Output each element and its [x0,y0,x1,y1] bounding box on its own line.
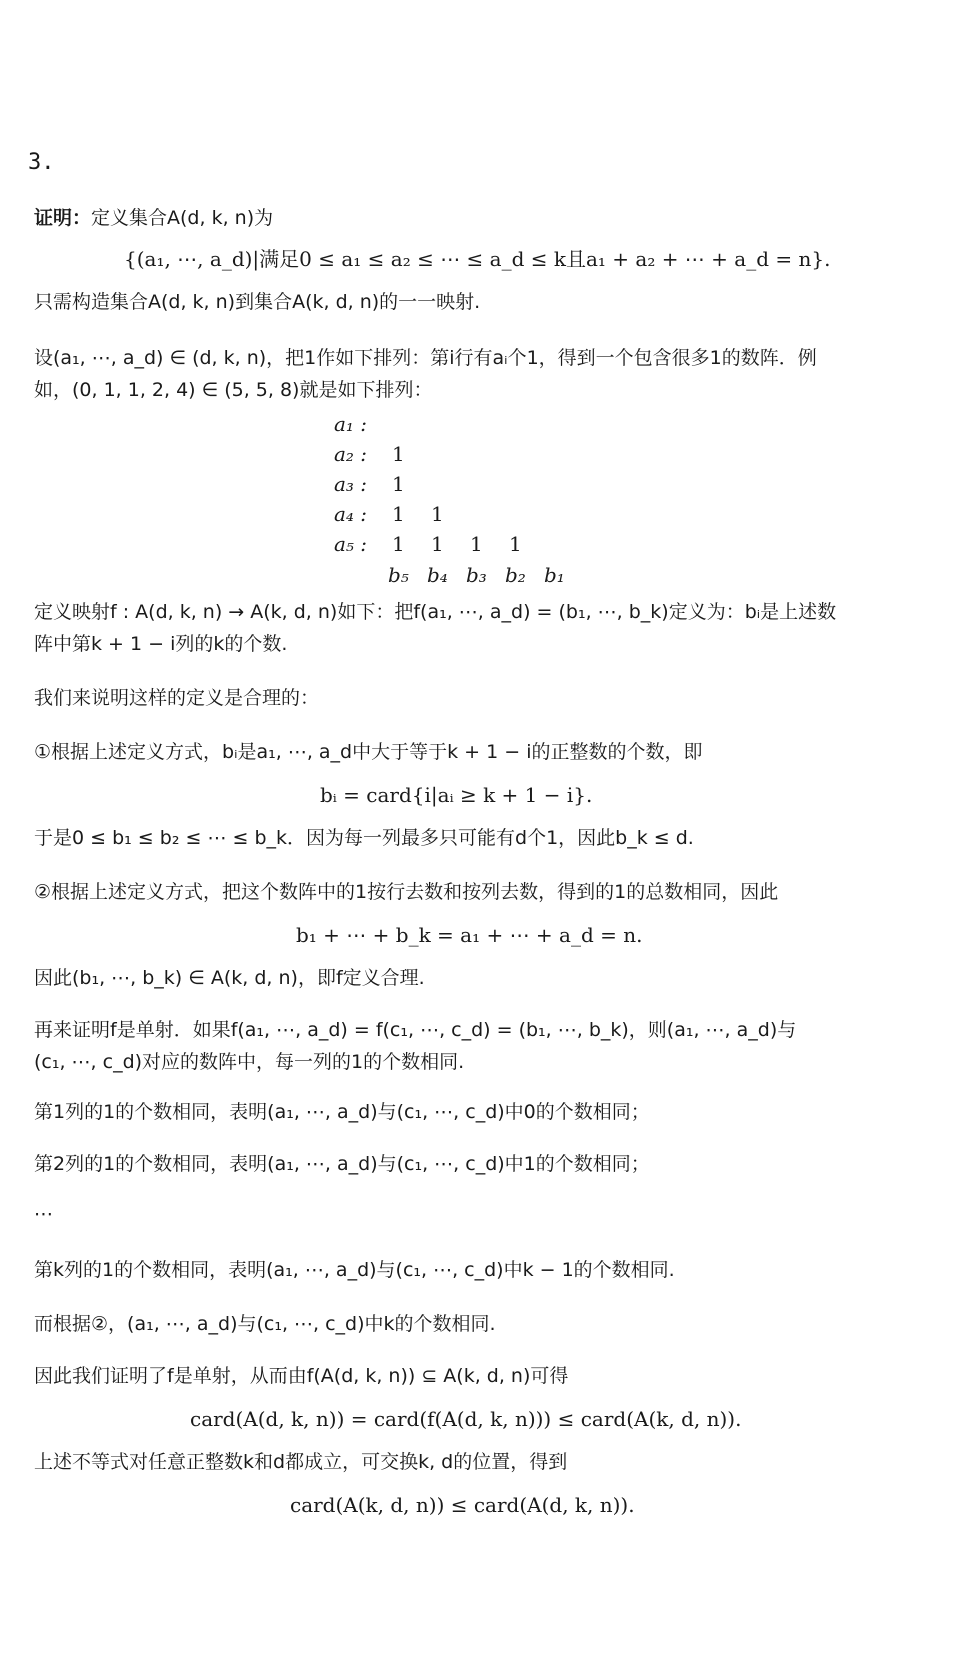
array-one: 1 [392,442,405,466]
array-row-label: a₄ : [334,502,368,526]
point-2-text: ②根据上述定义方式，把这个数阵中的1按行去数和按列去数，得到的1的总数相同，因此 [34,881,779,903]
need-construct-text: 只需构造集合A(d, k, n)到集合A(k, d, n)的一一映射. [34,291,481,313]
array-row-label: a₁ : [334,412,368,436]
array-column-label: b₄ [427,563,448,587]
injective-line1: 再来证明f是单射．如果f(a₁, ⋯, a_d) = f(c₁, ⋯, c_d) = (b₁, ⋯, b_k)，则(a₁, ⋯, a_d)与 [34,1019,797,1041]
setup-text-line2: 如，(0, 1, 1, 2, 4) ∈ (5, 5, 8)就是如下排列： [34,379,433,401]
column-k-text: 第k列的1的个数相同，表明(a₁, ⋯, a_d)与(c₁, ⋯, c_d)中k − 1的个数相同. [34,1259,675,1281]
ellipsis: ⋯ [34,1203,53,1225]
array-column-label: b₅ [388,563,409,587]
array-row-label: a₅ : [334,532,368,556]
proof-intro-line [34,206,273,230]
array-one: 1 [392,502,405,526]
definition-intro: 定义集合A(d, k, n)为 [91,207,274,229]
array-row-label: a₂ : [334,442,368,466]
proved-injective-text: 因此我们证明了f是单射，从而由f(A(d, k, n)) ⊆ A(k, d, n)可得 [34,1365,569,1387]
array-one: 1 [431,532,444,556]
card-inequality-2: card(A(k, d, n)) ≤ card(A(d, k, n)). [290,1493,635,1517]
card-inequality-1: card(A(d, k, n)) = card(f(A(d, k, n))) ≤ card(A(k, d, n)). [190,1407,742,1431]
array-row-label: a₃ : [334,472,368,496]
bi-equation: bᵢ = card{i|aᵢ ≥ k + 1 − i}. [320,783,593,807]
array-one: 1 [392,532,405,556]
map-definition-line1: 定义映射f : A(d, k, n) → A(k, d, n)如下：把f(a₁, ⋯, a_d) = (b₁, ⋯, b_k)定义为：bᵢ是上述数 [34,601,837,623]
problem-number: 3. [28,150,55,175]
swap-text: 上述不等式对任意正整数k和d都成立，可交换k, d的位置，得到 [34,1451,568,1473]
array-one: 1 [392,472,405,496]
injective-line2: (c₁, ⋯, c_d)对应的数阵中，每一列的1的个数相同. [34,1051,465,1073]
array-column-label: b₃ [466,563,487,587]
map-definition-line2: 阵中第k + 1 − i列的k的个数. [34,633,288,655]
column-2-text: 第2列的1的个数相同，表明(a₁, ⋯, a_d)与(c₁, ⋯, c_d)中1的个数相同； [34,1153,650,1175]
so-text: 于是0 ≤ b₁ ≤ b₂ ≤ ⋯ ≤ b_k．因为每一列最多只可能有d个1，因此b_k ≤ d. [34,827,694,849]
reasonable-text: 我们来说明这样的定义是合理的： [34,687,320,709]
proof-label: 证明： [34,207,92,229]
sum-equation: b₁ + ⋯ + b_k = a₁ + ⋯ + a_d = n. [296,923,643,947]
setup-text-line1: 设(a₁, ⋯, a_d) ∈ (d, k, n)，把1作如下排列：第i行有aᵢ个1，得到一个包含很多1的数阵．例 [34,347,817,369]
array-one: 1 [470,532,483,556]
array-column-label: b₁ [544,563,565,587]
by-point-2-text: 而根据②，(a₁, ⋯, a_d)与(c₁, ⋯, c_d)中k的个数相同. [34,1313,496,1335]
column-1-text: 第1列的1的个数相同，表明(a₁, ⋯, a_d)与(c₁, ⋯, c_d)中0的个数相同； [34,1101,650,1123]
array-one: 1 [509,532,522,556]
set-definition-equation: {(a₁, ⋯, a_d)|满足0 ≤ a₁ ≤ a₂ ≤ ⋯ ≤ a_d ≤ k且a₁ + a₂ + ⋯ + a_d = n}. [124,247,831,271]
point-1-text: ①根据上述定义方式，bᵢ是a₁, ⋯, a_d中大于等于k + 1 − i的正整数的个数，即 [34,741,703,763]
array-one: 1 [431,502,444,526]
array-column-label: b₂ [505,563,526,587]
therefore-definition-text: 因此(b₁, ⋯, b_k) ∈ A(k, d, n)，即f定义合理. [34,967,425,989]
